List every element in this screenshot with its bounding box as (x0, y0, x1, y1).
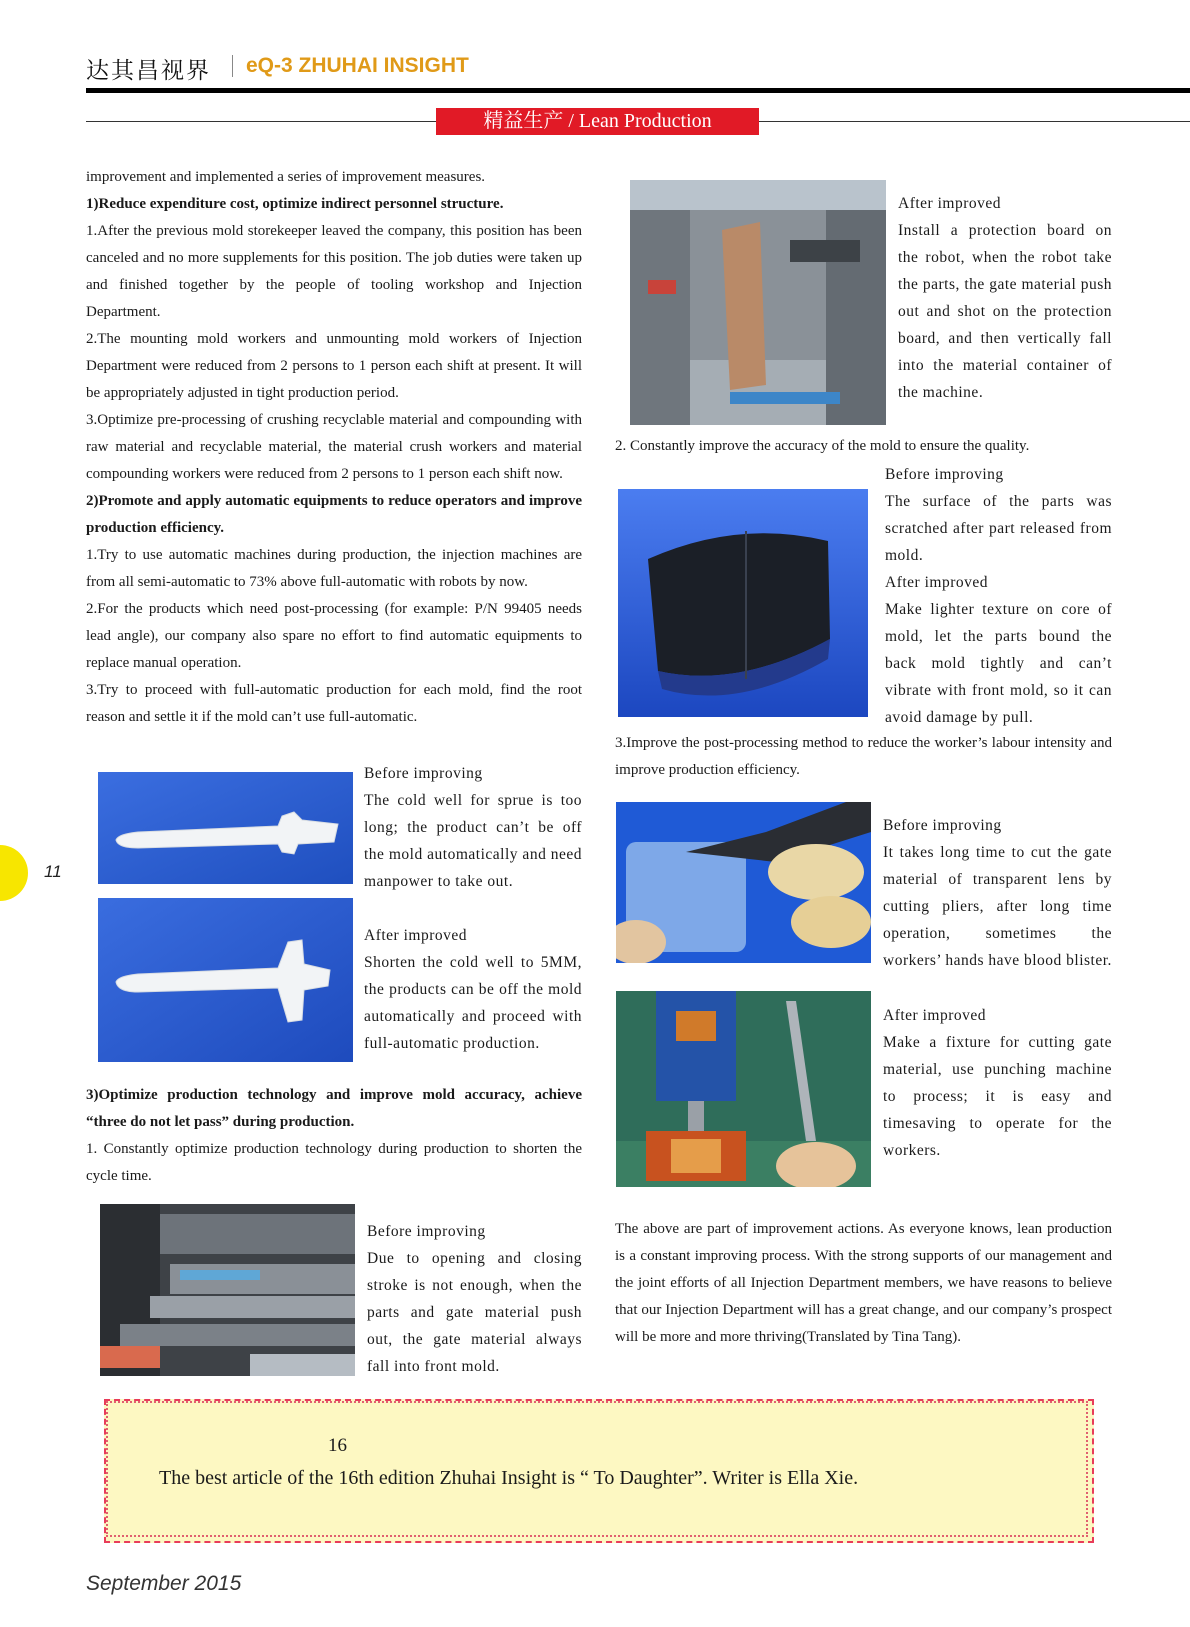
photo-lens-cutting-pliers (616, 802, 871, 963)
pliers-lens-icon (616, 802, 871, 963)
caption-label: After improved (885, 574, 988, 591)
part-captions (885, 461, 1112, 731)
section3-heading: 3)Optimize production technology and improve mold accuracy, achieve “three do not let pass” during production. (86, 1087, 582, 1130)
lens-before-caption (883, 812, 1112, 974)
sprue-before-caption (364, 760, 582, 895)
caption-text: Due to opening and closing stroke is not enough, when the parts and gate material push out, the gate material always fall into front mold. (367, 1250, 582, 1375)
caption-text: Install a protection board on the robot, when the robot take the parts, the gate material push out and shot on the protection board, and then vertically fall into the material container of the machine. (898, 222, 1112, 401)
caption-text: Shorten the cold well to 5MM, the products can be off the mold automatically and proceed with full-automatic production. (364, 954, 582, 1052)
caption-label: Before improving (364, 765, 483, 782)
fixture-after-caption (883, 1002, 1112, 1164)
issue-date: September 2015 (86, 1572, 242, 1595)
section3-text (86, 1082, 582, 1190)
caption-label: After improved (898, 195, 1001, 212)
photo-punching-fixture (616, 991, 871, 1187)
injection-machine-icon (100, 1204, 355, 1376)
black-part-icon (618, 489, 868, 717)
list-item: 3.Improve the post-processing method to reduce the worker’s labour intensity and improve production efficiency. (615, 735, 1112, 778)
list-item: 3.Optimize pre-processing of crushing recyclable material and compounding with raw material and recyclable material, the material crush workers and material compounding workers were reduced from 2 persons to 1 person each shift now. (86, 412, 582, 482)
caption-text: The surface of the parts was scratched after part released from mold. (885, 493, 1112, 564)
page-marker-dot (0, 845, 28, 901)
caption-label: After improved (364, 927, 467, 944)
right-item3 (615, 730, 1112, 784)
caption-text: It takes long time to cut the gate material of transparent lens by cutting pliers, after long time operation, sometimes the workers’ hands have blood blister. (883, 844, 1112, 969)
list-item: 3.Try to proceed with full-automatic production for each mold, find the root reason and settle it if the mold can’t use full-automatic. (86, 682, 582, 725)
right-item2 (615, 433, 1112, 460)
announcement-number: 16 (328, 1435, 347, 1456)
list-item: 2.The mounting mold workers and unmounting mold workers of Injection Department were reduced from 2 persons to 1 person each shift at present. It will be appropriately adjusted in tight production period. (86, 331, 582, 401)
header-rule (86, 88, 1190, 93)
magazine-title-english: eQ-3 ZHUHAI INSIGHT (246, 54, 469, 77)
list-item: 1.Try to use automatic machines during production, the injection machines are from all semi-automatic to 73% above full-automatic with robots by now. (86, 547, 582, 590)
magazine-title-chinese: 达其昌视界 (86, 58, 211, 84)
caption-text: Make a fixture for cutting gate material, use punching machine to process; it is easy and timesaving to operate for the workers. (883, 1034, 1112, 1159)
caption-label: Before improving (883, 817, 1002, 834)
list-item: 1.After the previous mold storekeeper leaved the company, this position has been canceled and no more supplements for this position. The job duties were taken up and finished together by the people of tooling workshop and Injection Department. (86, 223, 582, 320)
sprue-after-caption (364, 922, 582, 1057)
photo-part-surface (618, 489, 868, 717)
section2-heading: 2)Promote and apply automatic equipments to reduce operators and improve production efficiency. (86, 493, 582, 536)
caption-label: Before improving (367, 1223, 486, 1240)
sprue-part-icon (98, 772, 353, 884)
caption-text: Make lighter texture on core of mold, let the parts bound the back mold tightly and can’t vibrate with front mold, so it can avoid damage by pull. (885, 601, 1112, 726)
photo-sprue-after (98, 898, 353, 1062)
stroke-before-caption (367, 1218, 582, 1380)
photo-sprue-before (98, 772, 353, 884)
punching-machine-icon (616, 991, 871, 1187)
caption-text: The cold well for sprue is too long; the product can’t be off the mold automatically and need manpower to take out. (364, 792, 582, 890)
section-tag: 精益生产 / Lean Production (436, 108, 759, 135)
sprue-part-shortened-icon (98, 898, 353, 1062)
intro-text: improvement and implemented a series of improvement measures. (86, 169, 486, 185)
photo-robot-protection-board (630, 180, 886, 425)
header-divider (232, 55, 233, 77)
left-column-text (86, 164, 582, 731)
list-item: 2. Constantly improve the accuracy of the mold to ensure the quality. (615, 438, 1030, 454)
conclusion-text: The above are part of improvement actions. As everyone knows, lean production is a constant improving process. With the strong supports of our management and the joint efforts of all Injection Department members, we have reasons to believe that our Injection Department will has a great change, and our company’s prospect will be more and more thriving(Translated by Tina Tang). (615, 1221, 1112, 1345)
conclusion-paragraph (615, 1216, 1112, 1351)
caption-label: After improved (883, 1007, 986, 1024)
list-item: 2.For the products which need post-processing (for example: P/N 99405 needs lead angle), our company also spare no effort to find automatic equipments to replace manual operation. (86, 601, 582, 671)
caption-label: Before improving (885, 466, 1004, 483)
page-number: 11 (44, 862, 62, 881)
robot-board-icon (630, 180, 886, 425)
list-item: 1. Constantly optimize production technology during production to shorten the cycle time. (86, 1141, 582, 1184)
photo-mold-stroke-before (100, 1204, 355, 1376)
robot-after-caption (898, 190, 1112, 406)
section1-heading: 1)Reduce expenditure cost, optimize indirect personnel structure. (86, 196, 504, 212)
announcement-text: The best article of the 16th edition Zhuhai Insight is “ To Daughter”. Writer is Ella Xie. (159, 1467, 859, 1489)
